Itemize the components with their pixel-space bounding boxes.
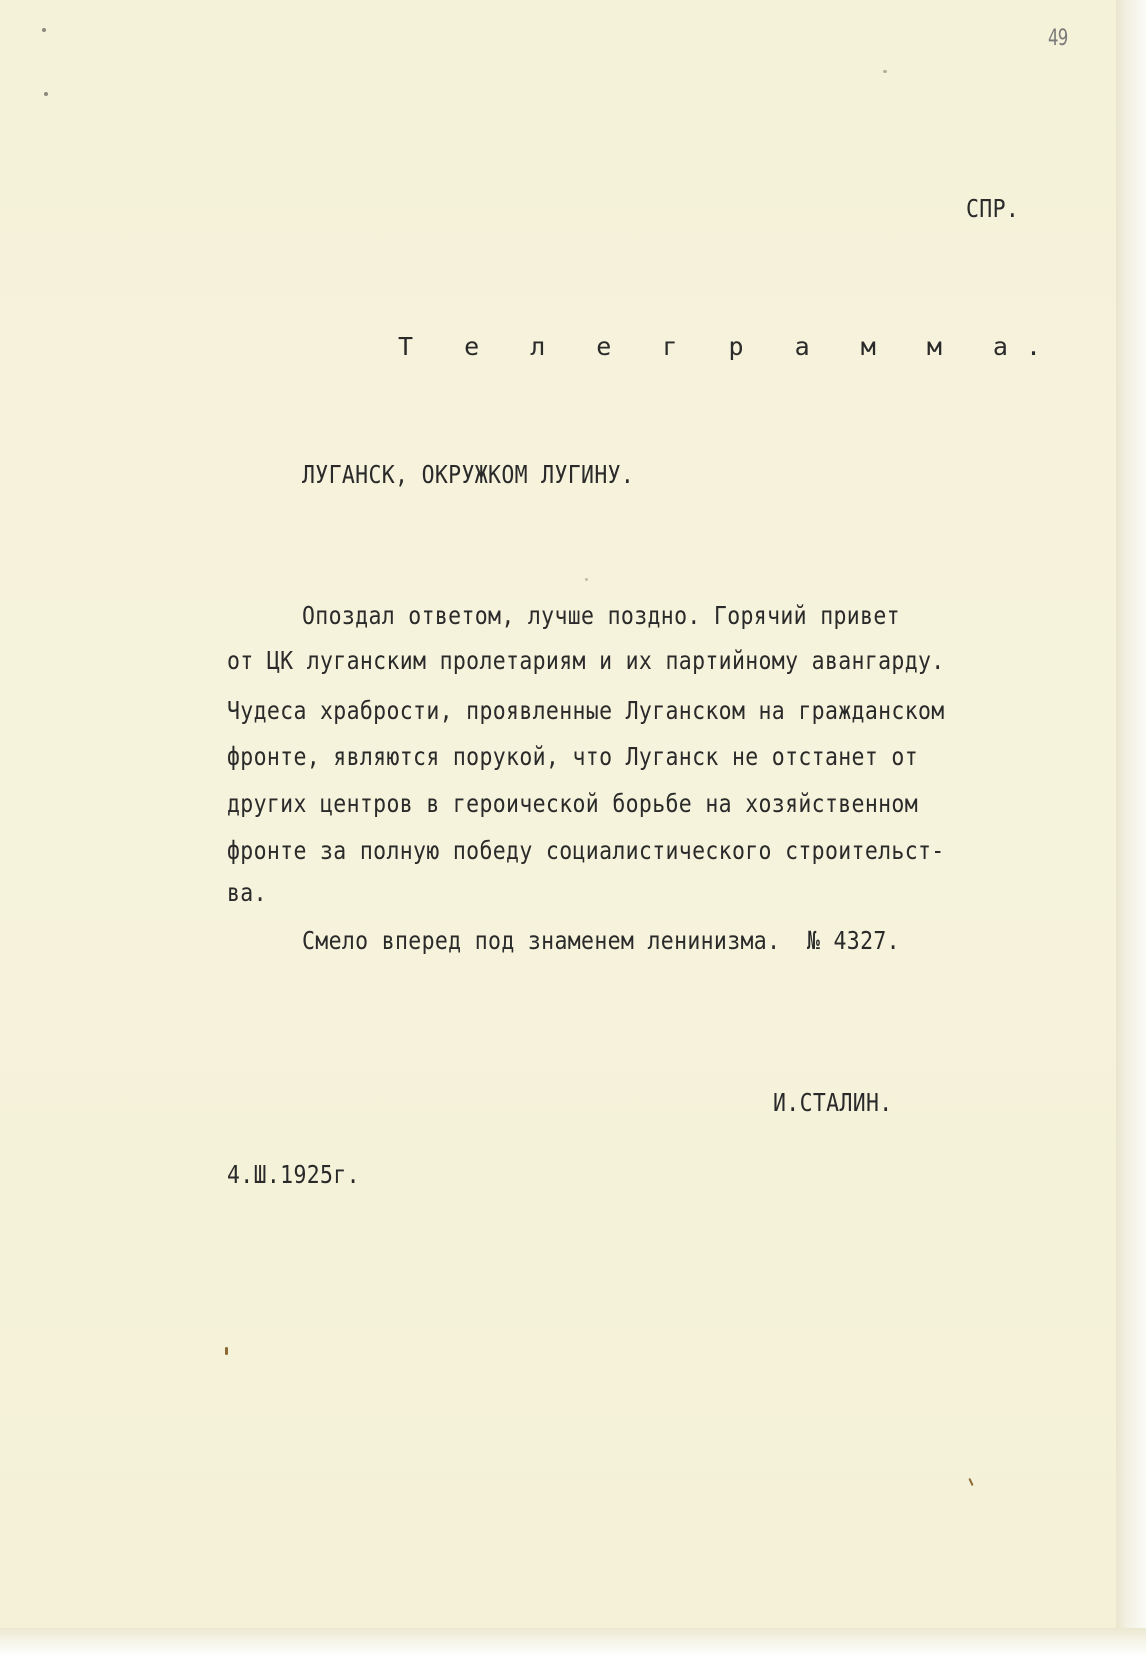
paper-speck	[42, 28, 46, 32]
paper-speck	[883, 70, 887, 73]
paper-speck	[44, 92, 48, 96]
page-number: 49	[1048, 26, 1068, 51]
signature: И.СТАЛИН.	[773, 1088, 893, 1117]
body-line: от ЦК луганским пролетариям и их партийному авангарду.	[227, 646, 945, 675]
paper-edge-bottom	[0, 1628, 1146, 1655]
body-line: Чудеса храбрости, проявленные Луганском на гражданском	[227, 696, 945, 725]
document-marking: СПР.	[966, 194, 1020, 223]
address-line: ЛУГАНСК, ОКРУЖКОМ ЛУГИНУ.	[302, 460, 635, 489]
paper-speck	[225, 1347, 228, 1355]
body-line: Смело вперед под знаменем ленинизма. № 4327.	[302, 926, 900, 955]
body-line: ва.	[227, 878, 267, 907]
body-line: фронте за полную победу социалистического строительст-	[227, 836, 945, 865]
document-title: Т е л е г р а м м а.	[398, 332, 1060, 361]
paper-speck	[585, 578, 588, 581]
body-line: других центров в героической борьбе на хозяйственном	[227, 789, 918, 818]
body-line: Опоздал ответом, лучше поздно. Горячий привет	[302, 601, 900, 630]
paper-edge-right	[1116, 0, 1146, 1655]
body-line: фронте, являются порукой, что Луганск не отстанет от	[227, 742, 918, 771]
document-date: 4.Ш.1925г.	[227, 1160, 360, 1189]
